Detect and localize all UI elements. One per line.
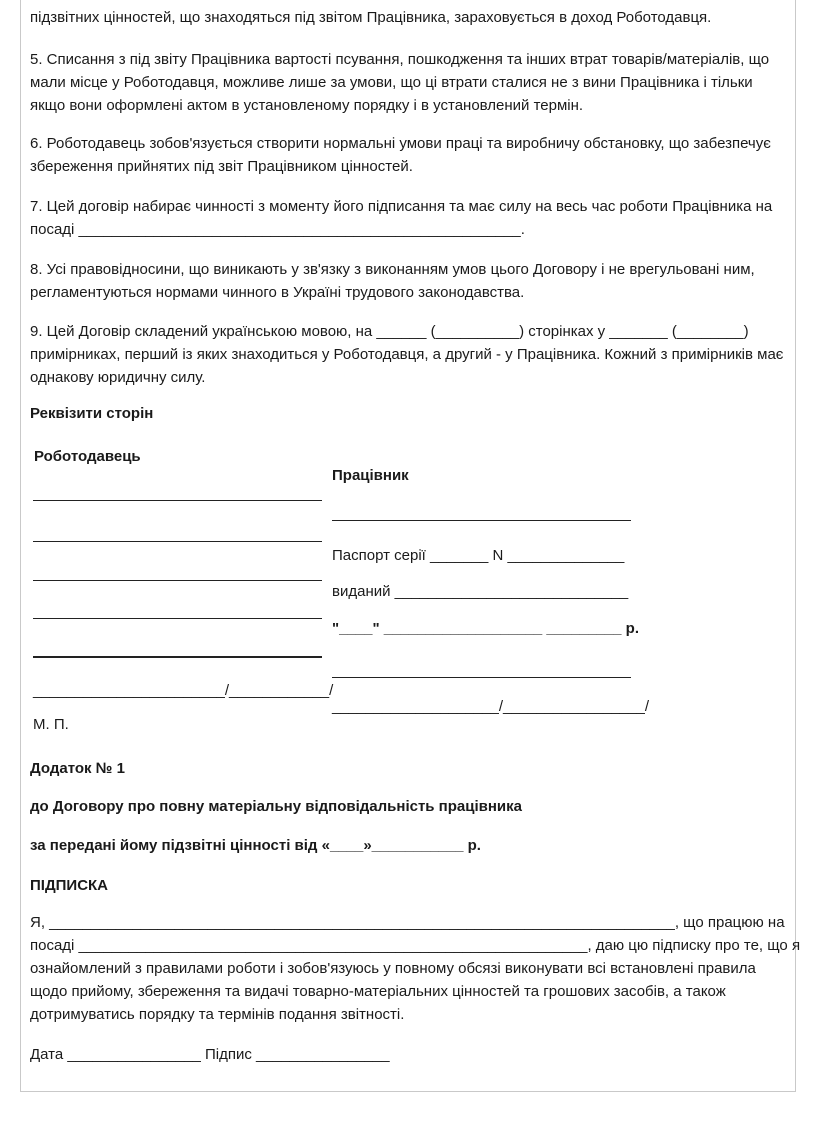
paragraph-6: 6. Роботодавець зобов'язується створити нормальні умови праці та виробничу обстановку, що забезпечує збереження прийнятих під звіт Працівником цінностей. [30,135,771,175]
date-signature-line: Дата ________________ Підпис ________________ [30,1046,390,1063]
employee-signature-line: ____________________/_________________/ [332,698,649,715]
employer-line-2 [33,541,322,542]
paragraph-intro-tail: підзвітних цінностей, що знаходяться під звітом Працівника, зараховується в доход Роботодавця. [30,9,712,26]
employer-label: Роботодавець [34,448,141,465]
receipt-body: ознайомлений з правилами роботи і зобов'язуюсь у повному обсязі виконувати всі встановлені правила щодо прийому, збереження та видачі товарно-матеріальних цінностей та грошових засобів, а також дотримуватись порядку та термінів подання звітності. [30,960,756,1023]
requisites-heading: Реквізити сторін [30,405,154,422]
employer-signature-line: _______________________/____________/ [33,682,334,699]
employee-extra-line [332,677,631,678]
passport-line: Паспорт серії _______ N ______________ [332,547,625,564]
paragraph-7-line-2: посаді _____________________________________________________. [30,221,525,238]
employee-label: Працівник [332,467,409,484]
paragraph-7-line-1: 7. Цей договір набирає чинності з моменту його підписання та має силу на весь час роботи Працівника на [30,198,773,215]
receipt-heading: ПІДПИСКА [30,877,109,894]
issued-by-line: виданий ____________________________ [332,583,629,600]
appendix-subtitle: до Договору про повну матеріальну відповідальність працівника [30,798,522,815]
appendix-title: Додаток № 1 [30,760,125,777]
paragraph-9: 9. Цей Договір складений українською мовою, на ______ (__________) сторінках у _______ (________) примірниках, перший із яких знаходиться у Роботодавця, а другий - у Працівника. Кожний з примірників має однакову юридичну силу. [30,323,784,386]
employer-line-1 [33,500,322,501]
receipt-body-line-2: посаді _____________________________________________________________, даю цю підписку про те, що я [30,937,801,954]
receipt-body-line-1: Я, ___________________________________________________________________________, що працюю на [30,914,785,931]
paragraph-5: 5. Списання з під звіту Працівника вартості псування, пошкодження та інших втрат товарів/матеріалів, що мали місце у Роботодавця, можливе лише за умови, що ці втрати сталися не з вини Працівника і тільки якщо вони оформлені актом в установленому порядку і в установлений термін. [30,51,770,114]
paragraph-8: 8. Усі правовідносини, що виникають у зв'язку з виконанням умов цього Договору і не врегульовані ним, регламентуються нормами чинного в Україні трудового законодавства. [30,261,755,301]
employee-name-line [332,520,631,521]
employer-line-4 [33,618,322,619]
issue-date-line: "____" ___________________ _________ р. [332,620,640,637]
stamp-label: М. П. [33,716,69,733]
appendix-subtitle-2: за передані йому підзвітні цінності від «____»___________ р. [30,837,481,854]
employer-line-3 [33,580,322,581]
employer-line-5 [33,656,322,658]
